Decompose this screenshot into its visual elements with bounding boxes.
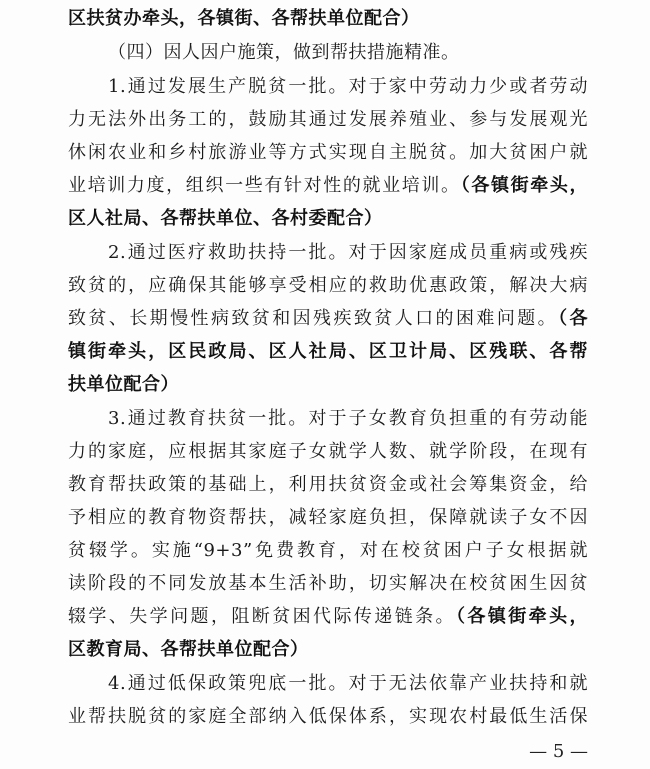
text-line: 区扶贫办牵头，各镇街、各帮扶单位配合）	[68, 8, 420, 29]
text-line: 区教育局、各帮扶单位配合）	[68, 639, 309, 660]
text-line: 业帮扶脱贫的家庭全部纳入低保体系，实现农村最低生活保	[68, 706, 588, 727]
paragraph-first-line: 3.通过教育扶贫一批。对于子女教育负担重的有劳动能	[108, 408, 588, 429]
text-line: 区人社局、各帮扶单位、各村委配合）	[68, 208, 383, 229]
text-line: 辍学、失学问题，阻断贫困代际传递链条。（各镇街牵头，	[68, 606, 589, 627]
text-line: 扶单位配合）	[68, 374, 179, 395]
text-line: 业培训力度，组织一些有针对性的就业培训。（各镇街牵头，	[68, 175, 589, 196]
text-line: 力的家庭，应根据其家庭子女就学人数、就学阶段，在现有	[68, 441, 588, 462]
page-number: — 5 —	[529, 741, 588, 762]
text-line: 力无法外出务工的，鼓励其通过发展养殖业、参与发展观光	[68, 109, 588, 130]
text-line: 镇街牵头，区民政局、区人社局、区卫计局、区残联、各帮	[68, 341, 588, 362]
text-line: 休闲农业和乡村旅游业等方式实现自主脱贫。加大贫困户就	[68, 142, 588, 163]
text-line: 致贫的，应确保其能够享受相应的救助优惠政策，解决大病	[68, 275, 588, 296]
text-line: 读阶段的不同发放基本生活补助，切实解决在校贫困生因贫	[68, 573, 588, 594]
text-line: 教育帮扶政策的基础上，利用扶贫资金或社会筹集资金，给	[68, 474, 588, 495]
paragraph-first-line: 4.通过低保政策兜底一批。对于无法依靠产业扶持和就	[108, 673, 588, 694]
paragraph-first-line: 1.通过发展生产脱贫一批。对于家中劳动力少或者劳动	[108, 76, 588, 97]
text-line: 贫辍学。实施“9+3”免费教育，对在校贫困户子女根据就	[68, 540, 588, 561]
paragraph-first-line: 2.通过医疗救助扶持一批。对于因家庭成员重病或残疾	[108, 242, 588, 263]
text-line: 致贫、长期慢性病致贫和因残疾致贫人口的困难问题。（各	[68, 308, 588, 329]
text-line: 予相应的教育物资帮扶，减轻家庭负担，保障就读子女不因	[68, 507, 588, 528]
section-heading: （四）因人因户施策，做到帮扶措施精准。	[108, 42, 460, 63]
